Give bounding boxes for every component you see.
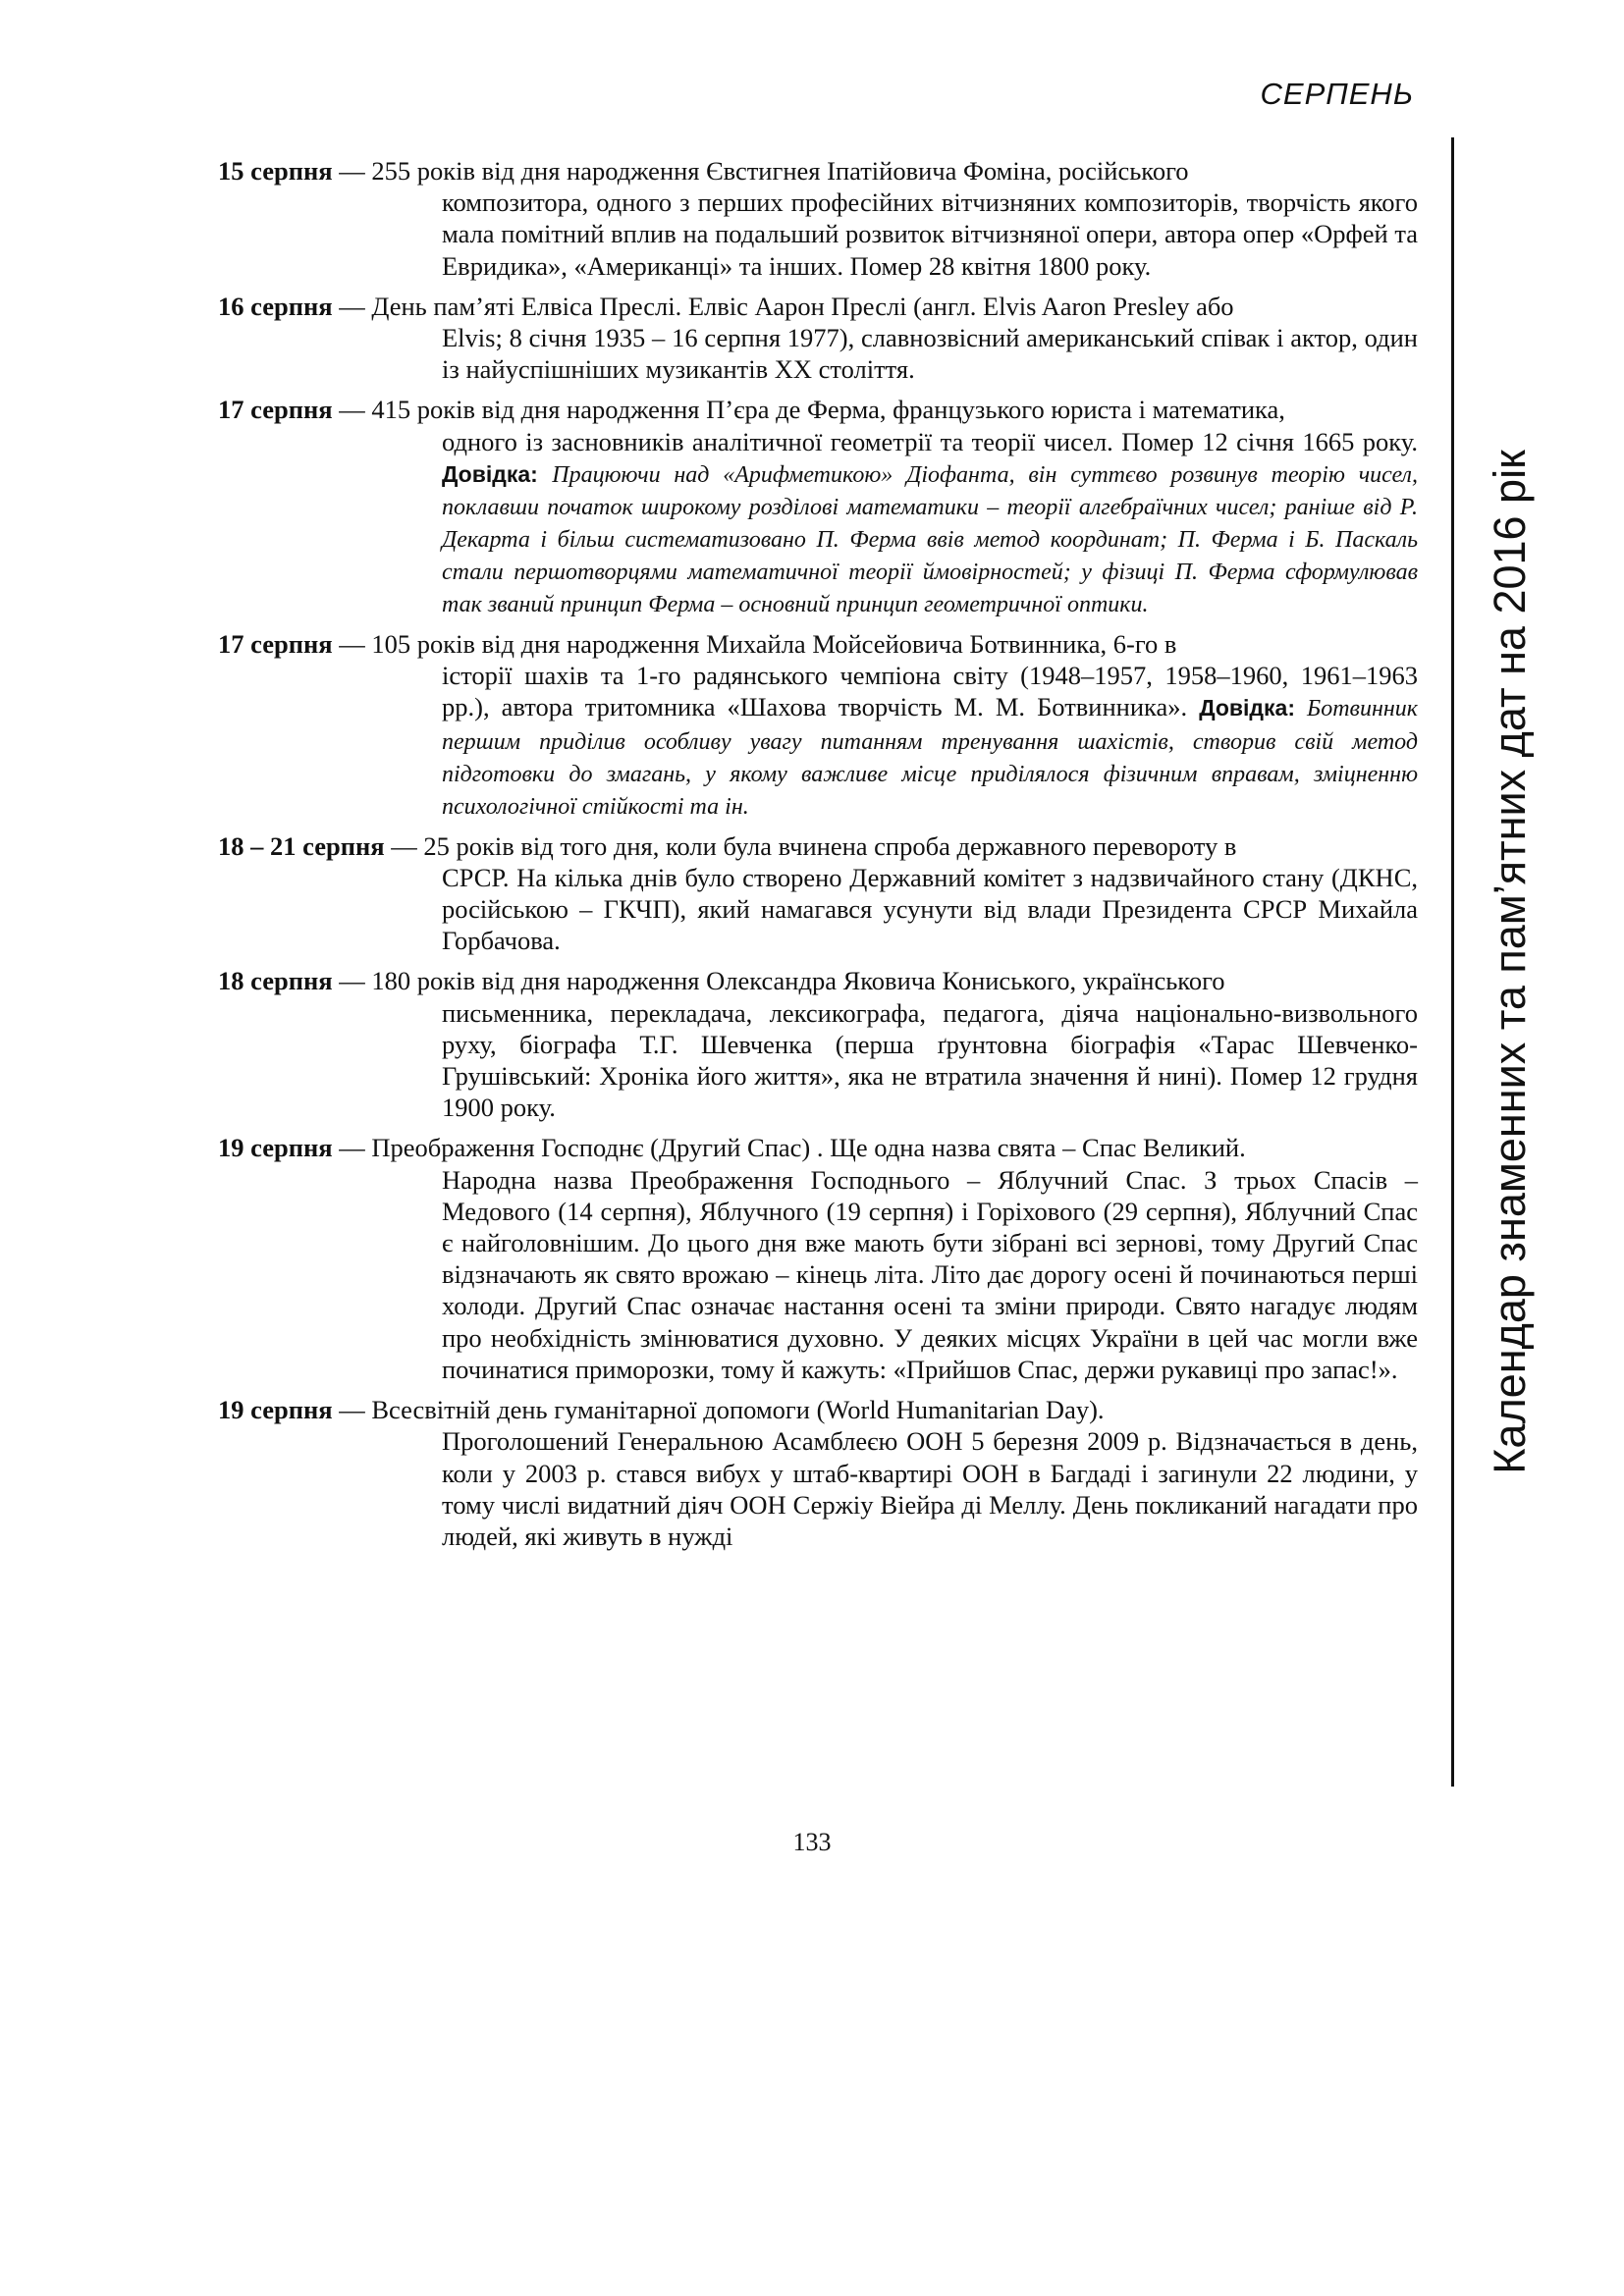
entry bbox=[218, 291, 1418, 386]
entry-date: 19 серпня bbox=[218, 1395, 333, 1425]
entry-first-line: — Всесвітній день гуманітарної допомоги (World Humanitarian Day). bbox=[332, 1395, 1105, 1425]
entry-date: 18 – 21 серпня bbox=[218, 830, 385, 861]
note-text: Працюючи над «Арифметикою» Діофанта, він суттєво розвинув теорію чисел, поклавши початок широкому розділові математики – теорії алгебраїчних чисел; раніше від Р. Декарта і більш систематизовано П. Ферма ввів метод координат; П. Ферма і Б. Паскаль стали першотворцями математичної теорії ймовірностей; у фізиці П. Ферма сформулював так званий принцип Ферма – основний принцип геометричної оптики. bbox=[442, 461, 1419, 618]
note-label: Довідка: bbox=[1199, 695, 1295, 721]
vertical-rule bbox=[1451, 137, 1454, 1787]
entry-text: одного із засновників аналітичної геометрії та теорії чисел. Помер 12 січня 1665 року. bbox=[442, 426, 1418, 456]
entry-date: 15 серпня bbox=[218, 156, 333, 186]
entry bbox=[218, 394, 1418, 619]
entry-date: 17 серпня bbox=[218, 629, 333, 660]
entry-date: 18 серпня bbox=[218, 966, 333, 996]
entry bbox=[218, 1394, 1418, 1552]
note-label: Довідка: bbox=[442, 460, 538, 487]
entry-first-line: — Преображення Господнє (Другий Спас) . Ще одна назва свята – Спас Великий. bbox=[332, 1133, 1246, 1163]
entry-first-line: — 25 років від того дня, коли була вчинена спроба державного перевороту в bbox=[384, 830, 1237, 861]
entry-first-line: — День пам’яті Елвіса Преслі. Елвіс Аарон Преслі (англ. Elvis Aaron Presley або bbox=[332, 291, 1234, 321]
running-header: СЕРПЕНЬ bbox=[1260, 77, 1414, 111]
entry-text: СРСР. На кілька днів було створено Державний комітет з надзвичайного стану (ДКНС, російською – ГКЧП), який намагався усунути від влади Президента СРСР Михайла Горбачова. bbox=[442, 862, 1418, 956]
entry-first-line: — 180 років від дня народження Олександра Яковича Кониського, українського bbox=[332, 966, 1225, 996]
entry-text: Elvis; 8 січня 1935 – 16 серпня 1977), славнозвісний американський співак і актор, один із найуспішніших музикантів XX століття. bbox=[442, 323, 1418, 385]
entry-first-line: — 415 років від дня народження П’єра де Ферма, французького юриста і математика, bbox=[332, 395, 1285, 425]
entry bbox=[218, 1132, 1418, 1385]
entry-date: 17 серпня bbox=[218, 395, 333, 425]
entry bbox=[218, 965, 1418, 1123]
entry-first-line: — 105 років від дня народження Михайла Мойсейовича Ботвинника, 6-го в bbox=[332, 629, 1177, 660]
entry-date: 16 серпня bbox=[218, 291, 333, 321]
entry bbox=[218, 830, 1418, 957]
entries-list bbox=[218, 155, 1418, 1561]
entry-text: композитора, одного з перших професійних вітчизняних композиторів, творчість якого мала помітний вплив на подальший розвиток вітчизняної опери, автора опер «Орфей та Евридика», «Американці» та інших. Помер 28 квітня 1800 року. bbox=[442, 187, 1418, 281]
entry-first-line: — 255 років від дня народження Євстигнея Іпатійовича Фоміна, російського bbox=[332, 156, 1189, 186]
entry bbox=[218, 155, 1418, 282]
entry-text: письменника, перекладача, лексикографа, педагога, діяча національно-визвольного руху, біографа Т.Г. Шевченка (перша ґрунтовна біографія «Тарас Шевченко-Грушівський: Хроніка його життя», яка не втратила значення й нині). Помер 12 грудня 1900 року. bbox=[442, 997, 1418, 1123]
page-number: 133 bbox=[792, 1828, 832, 1856]
entry bbox=[218, 628, 1418, 822]
entry-text: історії шахів та 1-го радянського чемпіона світу (1948–1957, 1958–1960, 1961–1963 рр.), автора тритомника «Шахова творчість М. М. Ботвинника». bbox=[442, 661, 1418, 722]
side-title: Календар знаменних та пам’ятних дат на 2016 рік bbox=[1485, 450, 1535, 1474]
entry-text: Народна назва Преображення Господнього – Яблучний Спас. З трьох Спасів – Медового (14 серпня), Яблучного (19 серпня) і Горіхового (29 серпня), Яблучний Спас є найголовнішим. До цього дня вже мають бути зібрані всі зернові, тому Другий Спас відзначають як свято врожаю – кінець літа. Літо дає дорогу осені й починаються перші холоди. Другий Спас означає настання осені та зміни природи. Свято нагадує людям про необхідність змінюватися духовно. У деяких місцях України в цей час могли вже починатися приморозки, тому й кажуть: «Прийшов Спас, держи рукавиці про запас!». bbox=[442, 1164, 1418, 1384]
note-text: Ботвинник першим приділив особливу увагу питанням тренування шахістів, створив свій метод підготовки до змагань, у якому важливе місце приділялося фізичним вправам, зміцненню психологічної стійкості та ін. bbox=[442, 696, 1418, 820]
entry-text: Проголошений Генеральною Асамблеєю ООН 5 березня 2009 р. Відзначається в день, коли у 2003 р. стався вибух у штаб-квартирі ООН в Багдаді і загинули 22 людини, у тому числі видатний діяч ООН Сержіу Віейра ді Меллу. День покликаний нагадати про людей, які живуть в нужді bbox=[442, 1426, 1418, 1551]
entry-date: 19 серпня bbox=[218, 1133, 333, 1163]
